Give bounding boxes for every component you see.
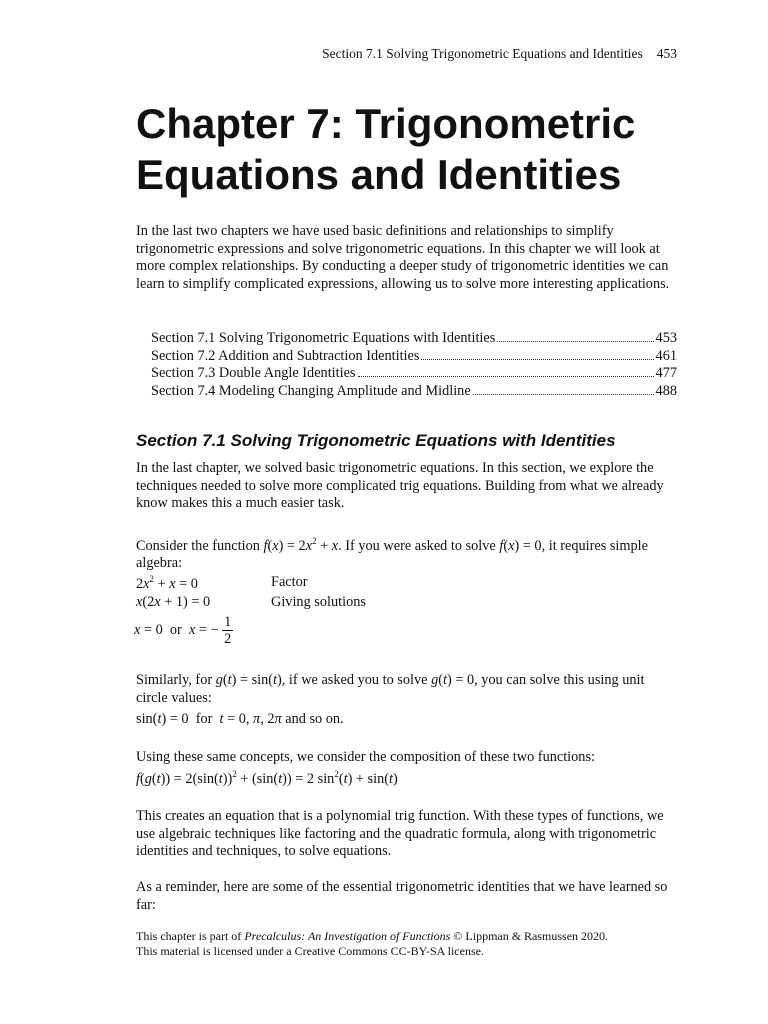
toc-leader-dots bbox=[497, 341, 653, 342]
chapter-title: Chapter 7: Trigonometric Equations and Identities bbox=[136, 100, 636, 198]
section-heading: Section 7.1 Solving Trigonometric Equations with Identities bbox=[136, 431, 616, 450]
toc-entry-title: Section 7.2 Addition and Subtraction Identities bbox=[151, 347, 420, 364]
toc-entry-page: 453 bbox=[655, 330, 677, 346]
toc-entry-page: 477 bbox=[655, 365, 677, 382]
function-definition: f bbox=[263, 537, 268, 554]
composition-paragraph: Using these same concepts, we consider the composition of these two functions: bbox=[136, 749, 595, 765]
consider-paragraph: Consider the function $f(x) = 2x^2 + x$. If you were asked to solve f(x) = 0, it requires simple algebra: bbox=[136, 536, 648, 572]
toc-leader-dots bbox=[473, 394, 654, 395]
toc-entry[interactable] bbox=[151, 330, 677, 348]
algebra-step-2: x(2x + 1) = 0 bbox=[136, 594, 211, 610]
footer-license: This chapter is part of Precalculus: An Investigation of Functions © Lippman & Rasmussen 2020. This material is licensed under a Creative Commons CC-BY-SA license. bbox=[136, 929, 609, 958]
solutions-line: x = 0 or x = − $\frac{1}{2}$ bbox=[134, 614, 232, 647]
giving-solutions-label: Giving solutions bbox=[271, 594, 366, 610]
toc-entry-title: Section 7.4 Modeling Changing Amplitude and Midline bbox=[151, 382, 471, 399]
unit-circle-solutions: sin(t) = 0 for t = 0, π, 2π and so on. bbox=[136, 711, 344, 727]
section-intro-paragraph: In the last chapter, we solved basic trigonometric equations. In this section, we explore the techniques needed to solve more complicated trig equations. Building from what we already know makes this a much easier task. bbox=[136, 460, 664, 511]
book-title: Precalculus: An Investigation of Functions bbox=[244, 929, 451, 943]
equation-to-solve: f bbox=[499, 537, 504, 554]
intro-paragraph: In the last two chapters we have used basic definitions and relationships to simplify trigonometric expressions and solve trigonometric equations. In this chapter we will look at more complex relationships. By conducting a deeper study of trigonometric identities we can learn to simplify complicated expressions, allowing us to solve more interesting applications. bbox=[136, 223, 670, 292]
polynomial-trig-paragraph: This creates an equation that is a polynomial trig function. With these types of functions, we use algebraic techniques like factoring and the quadratic formula, along with trigonometric identities and techniques, to solve equations. bbox=[136, 808, 664, 859]
toc-entry-title: Section 7.3 Double Angle Identities bbox=[151, 365, 356, 382]
page-number: 453 bbox=[656, 46, 677, 61]
similarly-paragraph: Similarly, for g(t) = sin(t), if we asked you to solve g(t) = 0, you can solve this using unit circle values: bbox=[136, 672, 645, 706]
factor-label: Factor bbox=[271, 574, 308, 590]
toc-entry-title: Section 7.1 Solving Trigonometric Equations with Identities bbox=[151, 330, 496, 346]
toc-entry-page: 461 bbox=[655, 347, 677, 364]
toc-entry-page: 488 bbox=[655, 382, 677, 399]
running-title: Section 7.1 Solving Trigonometric Equations and Identities bbox=[322, 46, 643, 61]
toc-entry[interactable] bbox=[151, 383, 677, 401]
toc-leader-dots bbox=[358, 376, 654, 377]
fraction-one-half: $\frac{1}{2}$ bbox=[224, 614, 232, 647]
toc-leader-dots bbox=[421, 359, 653, 360]
reminder-paragraph: As a reminder, here are some of the essential trigonometric identities that we have learned so far: bbox=[136, 879, 668, 913]
running-header bbox=[322, 46, 677, 62]
table-of-contents bbox=[151, 330, 677, 400]
toc-entry[interactable] bbox=[151, 348, 677, 366]
composition-equation: $f(g(t)) = 2(\sin(t))^2 + (\sin(t)) = 2$ $\sin^2(t) + \sin(t)$ bbox=[136, 769, 398, 787]
algebra-step-1: $2x^2 + x = 0$ bbox=[136, 574, 198, 592]
toc-entry[interactable] bbox=[151, 365, 677, 383]
